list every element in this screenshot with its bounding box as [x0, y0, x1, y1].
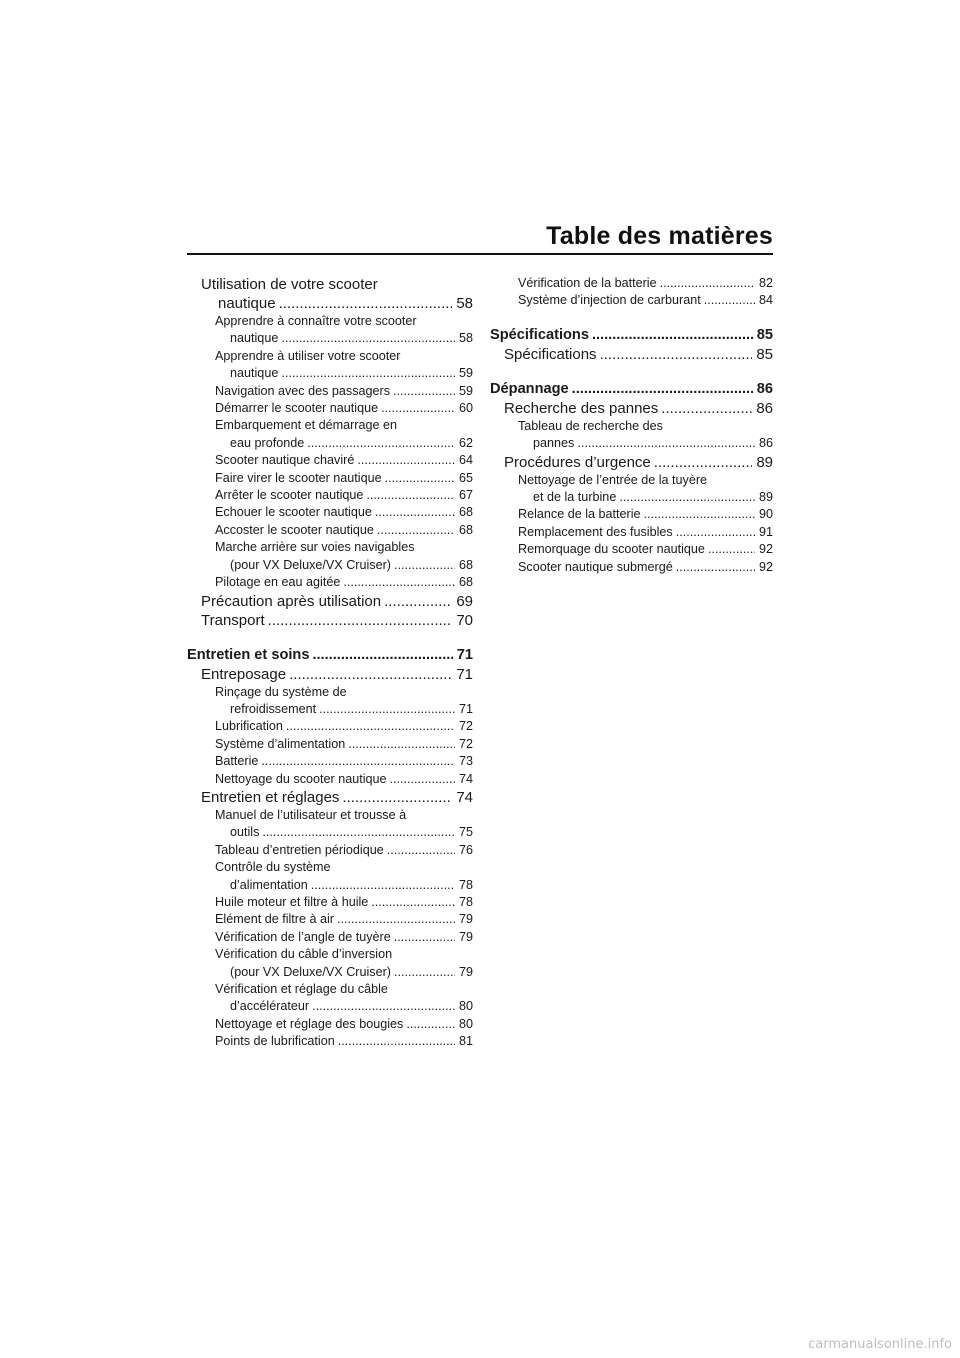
toc-page-number: 69: [456, 592, 473, 610]
toc-page-number: 89: [758, 490, 773, 505]
toc-subentry[interactable]: [187, 417, 473, 452]
toc-page-number: 68: [458, 505, 473, 520]
toc-entry-text: refroidissement: [230, 701, 317, 716]
dot-leader: [592, 326, 753, 345]
toc-page-number: 60: [458, 401, 473, 416]
toc-page-number: 68: [458, 557, 473, 572]
toc-entry-text: Tableau de recherche des: [518, 418, 663, 433]
toc-entry-text: Vérification de la batterie: [518, 276, 657, 290]
toc-entry-text: d’alimentation: [230, 877, 308, 892]
dot-leader: [654, 453, 753, 472]
toc-entry-text: Nettoyage de l’entrée de la tuyère: [518, 472, 708, 487]
toc-subentry[interactable]: [187, 684, 473, 719]
toc-subentry[interactable]: [187, 946, 473, 981]
toc-page-number: 84: [758, 293, 773, 308]
toc-section-heading[interactable]: [490, 380, 773, 399]
toc-subentry[interactable]: [187, 981, 473, 1016]
toc-entry-text: Entreposage: [201, 665, 287, 683]
toc-page-number: 58: [456, 295, 473, 312]
toc-page-number: 59: [458, 383, 473, 398]
dot-leader: [708, 541, 755, 558]
dot-leader: [394, 929, 455, 946]
dot-leader: [385, 470, 455, 487]
toc-subentry[interactable]: [187, 807, 473, 842]
toc-page-number: 62: [458, 435, 473, 450]
toc-subentry[interactable]: [490, 559, 773, 576]
dot-leader: [343, 574, 455, 591]
toc-entry-text: Pilotage en eau agitée: [215, 575, 341, 590]
toc-subentry[interactable]: [490, 275, 773, 292]
toc-page-number: 86: [756, 380, 773, 397]
dot-leader: [319, 701, 455, 718]
toc-entry[interactable]: [187, 592, 473, 611]
dot-leader: [676, 559, 755, 576]
toc-entry-text: Lubrification: [215, 719, 283, 734]
toc-subentry[interactable]: [187, 911, 473, 928]
dot-leader: [394, 557, 455, 574]
toc-entry-text: Entretien et réglages: [201, 788, 340, 806]
dot-leader: [660, 275, 755, 292]
toc-page-number: 92: [758, 559, 773, 574]
toc-entry-text: Spécifications: [504, 345, 597, 363]
toc-entry-text: Remplacement des fusibles: [518, 524, 673, 539]
dot-leader: [381, 400, 455, 417]
toc-entry[interactable]: [187, 788, 473, 807]
toc-page-number: 68: [458, 522, 473, 537]
dot-leader: [384, 592, 452, 611]
toc-entry-text: Recherche des pannes: [504, 399, 659, 417]
dot-leader: [312, 998, 455, 1015]
toc-left-column: [187, 275, 473, 1051]
dot-leader: [577, 435, 755, 452]
toc-entry[interactable]: [490, 345, 773, 364]
watermark: carmanualsonline.info: [808, 1337, 952, 1352]
toc-subentry[interactable]: [490, 506, 773, 523]
dot-leader: [338, 1033, 455, 1050]
toc-entry-text: Marche arrière sur voies navigables: [215, 540, 415, 555]
toc-page-number: 71: [456, 665, 473, 683]
toc-page-number: 71: [458, 701, 473, 716]
toc-entry-text: Tableau d’entretien périodique: [215, 842, 384, 857]
toc-entry-text: et de la turbine: [533, 490, 617, 505]
toc-entry-text: Rinçage du système de: [215, 684, 347, 699]
toc-entry-text: d’accélérateur: [230, 999, 310, 1014]
toc-section-heading[interactable]: [490, 326, 773, 345]
toc-entry-text: Accoster le scooter nautique: [215, 522, 374, 537]
toc-subentry[interactable]: [187, 894, 473, 911]
toc-entry-text: Apprendre à utiliser votre scooter: [215, 348, 401, 363]
toc-subentry[interactable]: [490, 472, 773, 507]
toc-entry-text: Navigation avec des passagers: [215, 383, 391, 398]
toc-entry-text: eau profonde: [230, 435, 305, 450]
toc-entry-text: Entretien et soins: [187, 646, 310, 663]
toc-page-number: 71: [456, 646, 473, 663]
toc-entry-text: Dépannage: [490, 380, 569, 397]
toc-entry[interactable]: [490, 453, 773, 472]
dot-leader: [600, 345, 753, 364]
dot-leader: [261, 753, 455, 770]
toc-subentry[interactable]: [490, 541, 773, 558]
toc-entry[interactable]: [187, 611, 473, 630]
toc-page-number: 58: [458, 331, 473, 346]
toc-page-number: 68: [458, 575, 473, 590]
toc-page-number: 86: [758, 436, 773, 451]
dot-leader: [357, 452, 455, 469]
toc-entry-text: outils: [230, 825, 260, 840]
toc-entry-text: Relance de la batterie: [518, 507, 641, 522]
toc-subentry[interactable]: [187, 859, 473, 894]
toc-entry[interactable]: [187, 275, 473, 313]
dot-leader: [286, 718, 455, 735]
toc-subentry[interactable]: [187, 452, 473, 469]
toc-entry-text: Batterie: [215, 754, 259, 769]
dot-leader: [311, 877, 455, 894]
toc-entry-text: Scooter nautique chaviré: [215, 453, 355, 468]
toc-page-number: 89: [756, 453, 773, 471]
toc-subentry[interactable]: [187, 348, 473, 383]
page-title: Table des matières: [546, 222, 773, 250]
toc-page-number: 75: [458, 825, 473, 840]
toc-entry-text: Contrôle du système: [215, 860, 331, 875]
toc-entry-text: Scooter nautique submergé: [518, 559, 673, 574]
dot-leader: [281, 365, 455, 382]
toc-entry-text: nautique: [230, 331, 279, 346]
toc-subentry[interactable]: [187, 539, 473, 574]
toc-page-number: 91: [758, 524, 773, 539]
toc-entry-text: Utilisation de votre scooter: [201, 276, 378, 293]
toc-page-number: 82: [758, 276, 773, 290]
dot-leader: [394, 964, 455, 981]
toc-page-number: 67: [458, 488, 473, 503]
dot-leader: [644, 506, 755, 523]
toc-page-number: 79: [458, 964, 473, 979]
toc-page-number: 70: [456, 611, 473, 629]
toc-subentry[interactable]: [187, 574, 473, 591]
toc-subentry[interactable]: [187, 771, 473, 788]
toc-page-number: 72: [458, 719, 473, 734]
toc-entry-text: Echouer le scooter nautique: [215, 505, 372, 520]
dot-leader: [377, 522, 455, 539]
toc-page-number: 73: [458, 754, 473, 769]
toc-entry-text: nautique: [218, 295, 276, 312]
dot-leader: [393, 383, 455, 400]
dot-leader: [262, 824, 455, 841]
toc-entry-text: Démarrer le scooter nautique: [215, 401, 379, 416]
dot-leader: [337, 911, 455, 928]
dot-leader: [366, 487, 455, 504]
toc-entry-text: Précaution après utilisation: [201, 592, 382, 610]
toc-page-number: 72: [458, 736, 473, 751]
toc-subentry[interactable]: [187, 400, 473, 417]
toc-entry-text: Elément de filtre à air: [215, 912, 334, 927]
dot-leader: [406, 1016, 455, 1033]
toc-entry-text: Remorquage du scooter nautique: [518, 542, 705, 557]
dot-leader: [342, 788, 452, 807]
toc-page-number: 92: [758, 542, 773, 557]
toc-page-number: 80: [458, 1016, 473, 1031]
toc-section-heading[interactable]: [187, 646, 473, 665]
toc-entry-text: Système d’injection de carburant: [518, 293, 701, 308]
toc-entry-text: Huile moteur et filtre à huile: [215, 894, 369, 909]
toc-entry-text: Vérification et réglage du câble: [215, 982, 388, 996]
toc-entry[interactable]: [490, 399, 773, 418]
toc-page-number: 74: [458, 771, 473, 786]
dot-leader: [312, 646, 452, 665]
toc-entry-text: Apprendre à connaître votre scooter: [215, 314, 417, 328]
toc-page-number: 79: [458, 929, 473, 944]
toc-entry-text: Points de lubrification: [215, 1034, 335, 1049]
toc-page-number: 78: [458, 894, 473, 909]
toc-subentry[interactable]: [187, 718, 473, 735]
toc-page-number: 65: [458, 470, 473, 485]
toc-entry-text: Vérification du câble d’inversion: [215, 947, 393, 962]
dot-leader: [390, 771, 455, 788]
toc-subentry[interactable]: [187, 1016, 473, 1033]
dot-leader: [307, 435, 455, 452]
section-gap: [490, 364, 773, 380]
toc-entry-text: Spécifications: [490, 326, 589, 343]
toc-page-number: 85: [756, 326, 773, 343]
toc-page-number: 59: [458, 366, 473, 381]
toc-subentry[interactable]: [187, 1033, 473, 1050]
toc-entry-text: pannes: [533, 436, 575, 451]
toc-entry-text: (pour VX Deluxe/VX Cruiser): [230, 557, 391, 572]
toc-subentry[interactable]: [187, 929, 473, 946]
toc-entry-text: Nettoyage du scooter nautique: [215, 771, 387, 786]
toc-subentry[interactable]: [187, 487, 473, 504]
dot-leader: [704, 292, 755, 309]
dot-leader: [375, 504, 455, 521]
toc-page-number: 74: [456, 788, 473, 806]
toc-subentry[interactable]: [187, 522, 473, 539]
section-gap: [490, 310, 773, 326]
section-gap: [187, 630, 473, 646]
dot-leader: [676, 524, 755, 541]
toc-entry-text: Faire virer le scooter nautique: [215, 470, 382, 485]
toc-page-number: 76: [458, 842, 473, 857]
dot-leader: [619, 489, 755, 506]
toc-subentry[interactable]: [187, 470, 473, 487]
toc-subentry[interactable]: [490, 292, 773, 309]
toc-page-number: 81: [458, 1034, 473, 1049]
dot-leader: [572, 380, 753, 399]
toc-subentry[interactable]: [187, 383, 473, 400]
toc-entry-text: Transport: [201, 611, 265, 629]
dot-leader: [279, 294, 453, 313]
toc-entry-text: Vérification de l’angle de tuyère: [215, 929, 391, 944]
toc-subentry[interactable]: [187, 504, 473, 521]
toc-entry[interactable]: [187, 665, 473, 684]
toc-subentry[interactable]: [187, 313, 473, 348]
toc-page-number: 80: [458, 999, 473, 1014]
dot-leader: [289, 665, 452, 684]
toc-page-number: 64: [458, 453, 473, 468]
toc-entry-text: (pour VX Deluxe/VX Cruiser): [230, 964, 391, 979]
toc-right-column: [490, 275, 773, 576]
dot-leader: [281, 330, 455, 347]
toc-subentry[interactable]: [490, 418, 773, 453]
toc-entry-text: Embarquement et démarrage en: [215, 418, 398, 433]
dot-leader: [348, 736, 455, 753]
toc-entry-text: Manuel de l’utilisateur et trousse à: [215, 807, 407, 822]
toc-entry-text: Arrêter le scooter nautique: [215, 488, 364, 503]
toc-entry-text: Système d’alimentation: [215, 736, 346, 751]
toc-subentry[interactable]: [187, 736, 473, 753]
toc-entry-text: Nettoyage et réglage des bougies: [215, 1016, 404, 1031]
dot-leader: [268, 611, 453, 630]
toc-subentry[interactable]: [490, 524, 773, 541]
toc-page-number: 90: [758, 507, 773, 522]
toc-subentry[interactable]: [187, 842, 473, 859]
title-rule: [187, 253, 773, 255]
dot-leader: [661, 399, 752, 418]
toc-subentry[interactable]: [187, 753, 473, 770]
dot-leader: [371, 894, 455, 911]
toc-page-number: 78: [458, 877, 473, 892]
toc-page-number: 85: [756, 345, 773, 363]
dot-leader: [387, 842, 455, 859]
toc-entry-text: Procédures d’urgence: [504, 453, 651, 471]
toc-page-number: 79: [458, 912, 473, 927]
toc-page-number: 86: [756, 399, 773, 417]
toc-entry-text: nautique: [230, 366, 279, 381]
